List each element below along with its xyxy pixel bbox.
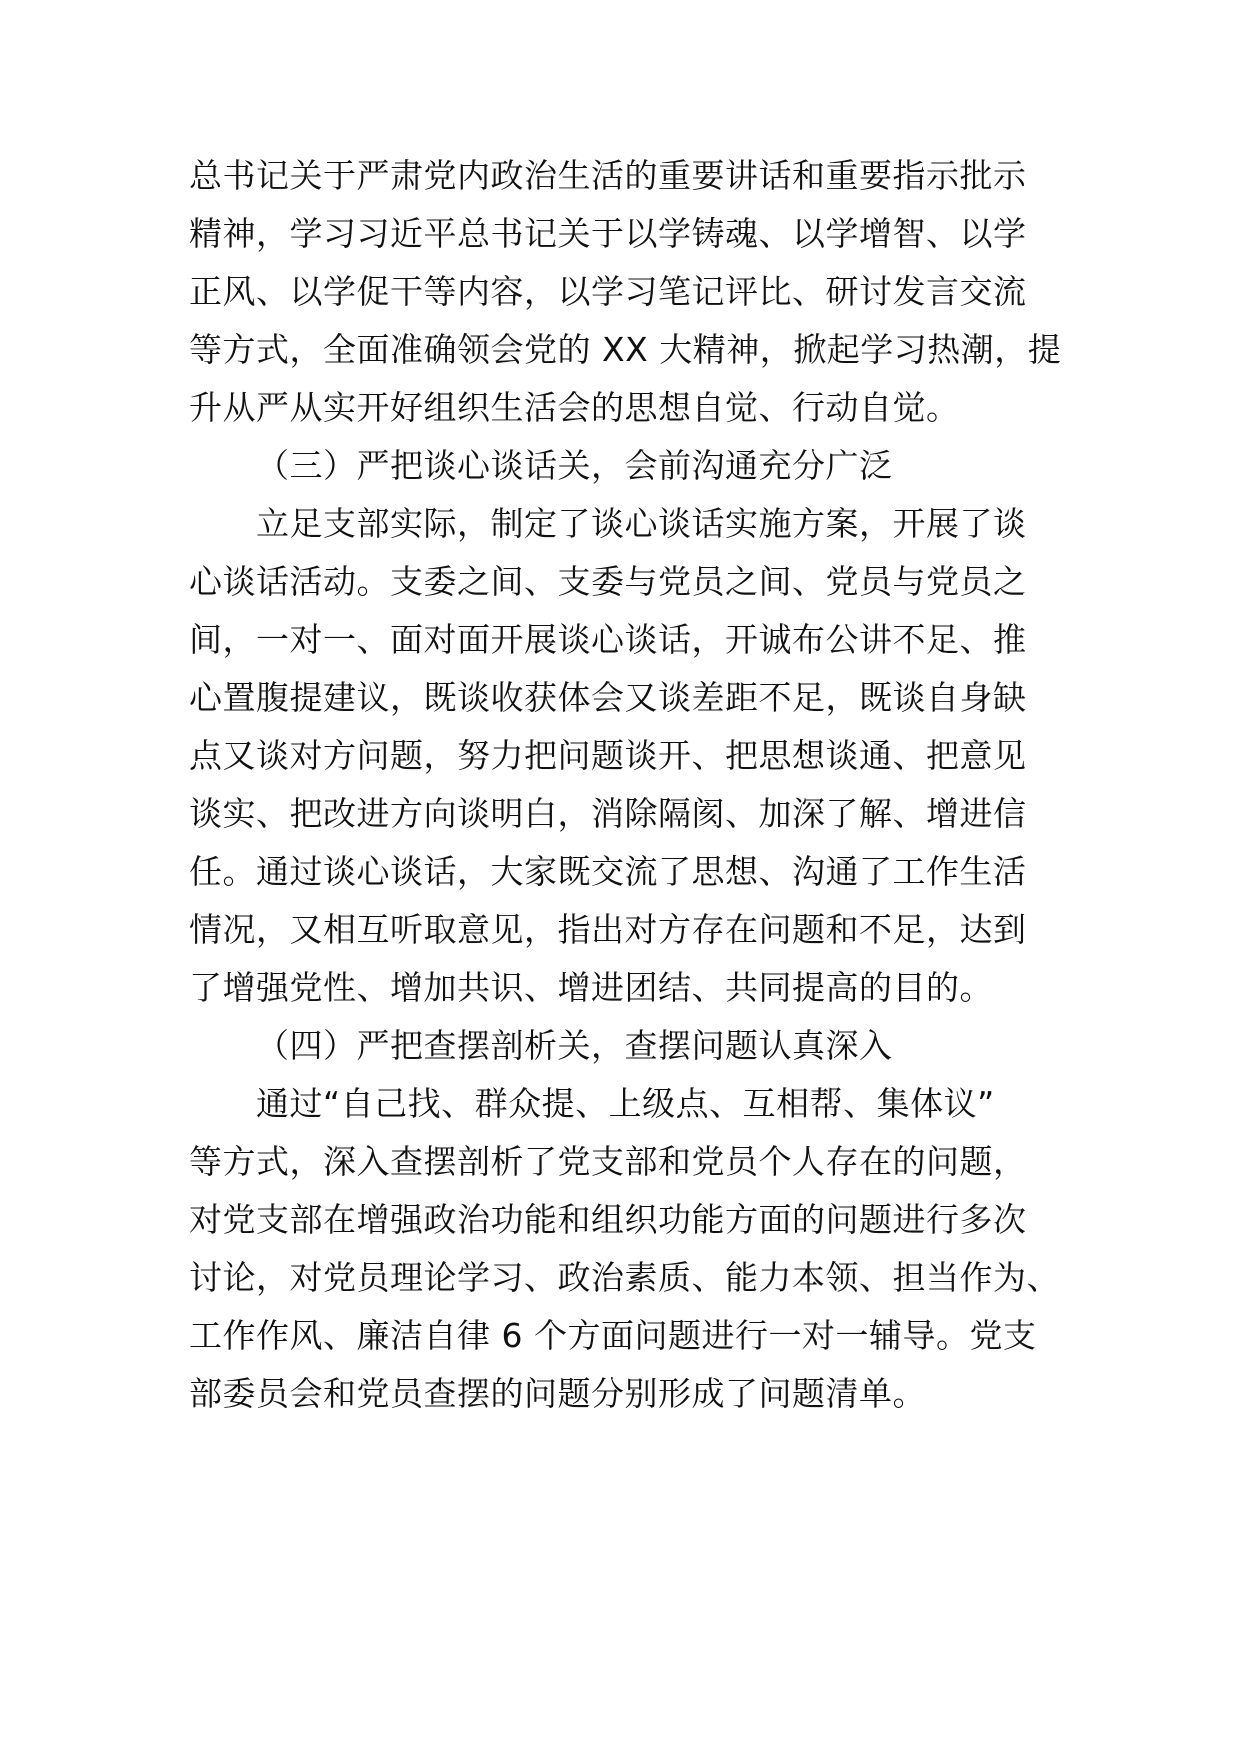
text-line: 等方式，深入查摆剖析了党支部和党员个人存在的问题，	[189, 1142, 1027, 1181]
text-line: 总书记关于严肃党内政治生活的重要讲话和重要指示批示	[189, 156, 1027, 195]
text-line: 间，一对一、面对面开展谈心谈话，开诚布公讲不足、推	[189, 620, 1027, 659]
text-line: 讨论，对党员理论学习、政治素质、能力本领、担当作为、	[189, 1258, 1060, 1297]
text-line: 等方式，全面准确领会党的 XX 大精神，掀起学习热潮，提	[189, 330, 1062, 369]
section-heading: （四）严把查摆剖析关，查摆问题认真深入	[256, 1026, 893, 1065]
text-line: 情况，又相互听取意见，指出对方存在问题和不足，达到	[189, 910, 1027, 949]
text-line: 精神，学习习近平总书记关于以学铸魂、以学增智、以学	[189, 214, 1027, 253]
paragraph-first-line: 通过“自己找、群众提、上级点、互相帮、集体议”	[256, 1084, 995, 1123]
text-line: 点又谈对方问题，努力把问题谈开、把思想谈通、把意见	[189, 736, 1027, 775]
text-line: 正风、以学促干等内容，以学习笔记评比、研讨发言交流	[189, 272, 1027, 311]
text-line: 心谈话活动。支委之间、支委与党员之间、党员与党员之	[189, 562, 1027, 601]
section-heading: （三）严把谈心谈话关，会前沟通充分广泛	[256, 446, 893, 485]
text-line: 部委员会和党员查摆的问题分别形成了问题清单。	[189, 1374, 926, 1413]
text-line: 任。通过谈心谈话，大家既交流了思想、沟通了工作生活	[189, 852, 1027, 891]
text-line: 谈实、把改进方向谈明白，消除隔阂、加深了解、增进信	[189, 794, 1027, 833]
paragraph-first-line: 立足支部实际，制定了谈心谈话实施方案，开展了谈	[256, 504, 1027, 543]
text-line: 升从严从实开好组织生活会的思想自觉、行动自觉。	[189, 388, 960, 427]
text-line: 心置腹提建议，既谈收获体会又谈差距不足，既谈自身缺	[189, 678, 1027, 717]
text-line: 了增强党性、增加共识、增进团结、共同提高的目的。	[189, 968, 993, 1007]
text-line: 工作作风、廉洁自律 6 个方面问题进行一对一辅导。党支	[189, 1316, 1037, 1355]
text-line: 对党支部在增强政治功能和组织功能方面的问题进行多次	[189, 1200, 1027, 1239]
